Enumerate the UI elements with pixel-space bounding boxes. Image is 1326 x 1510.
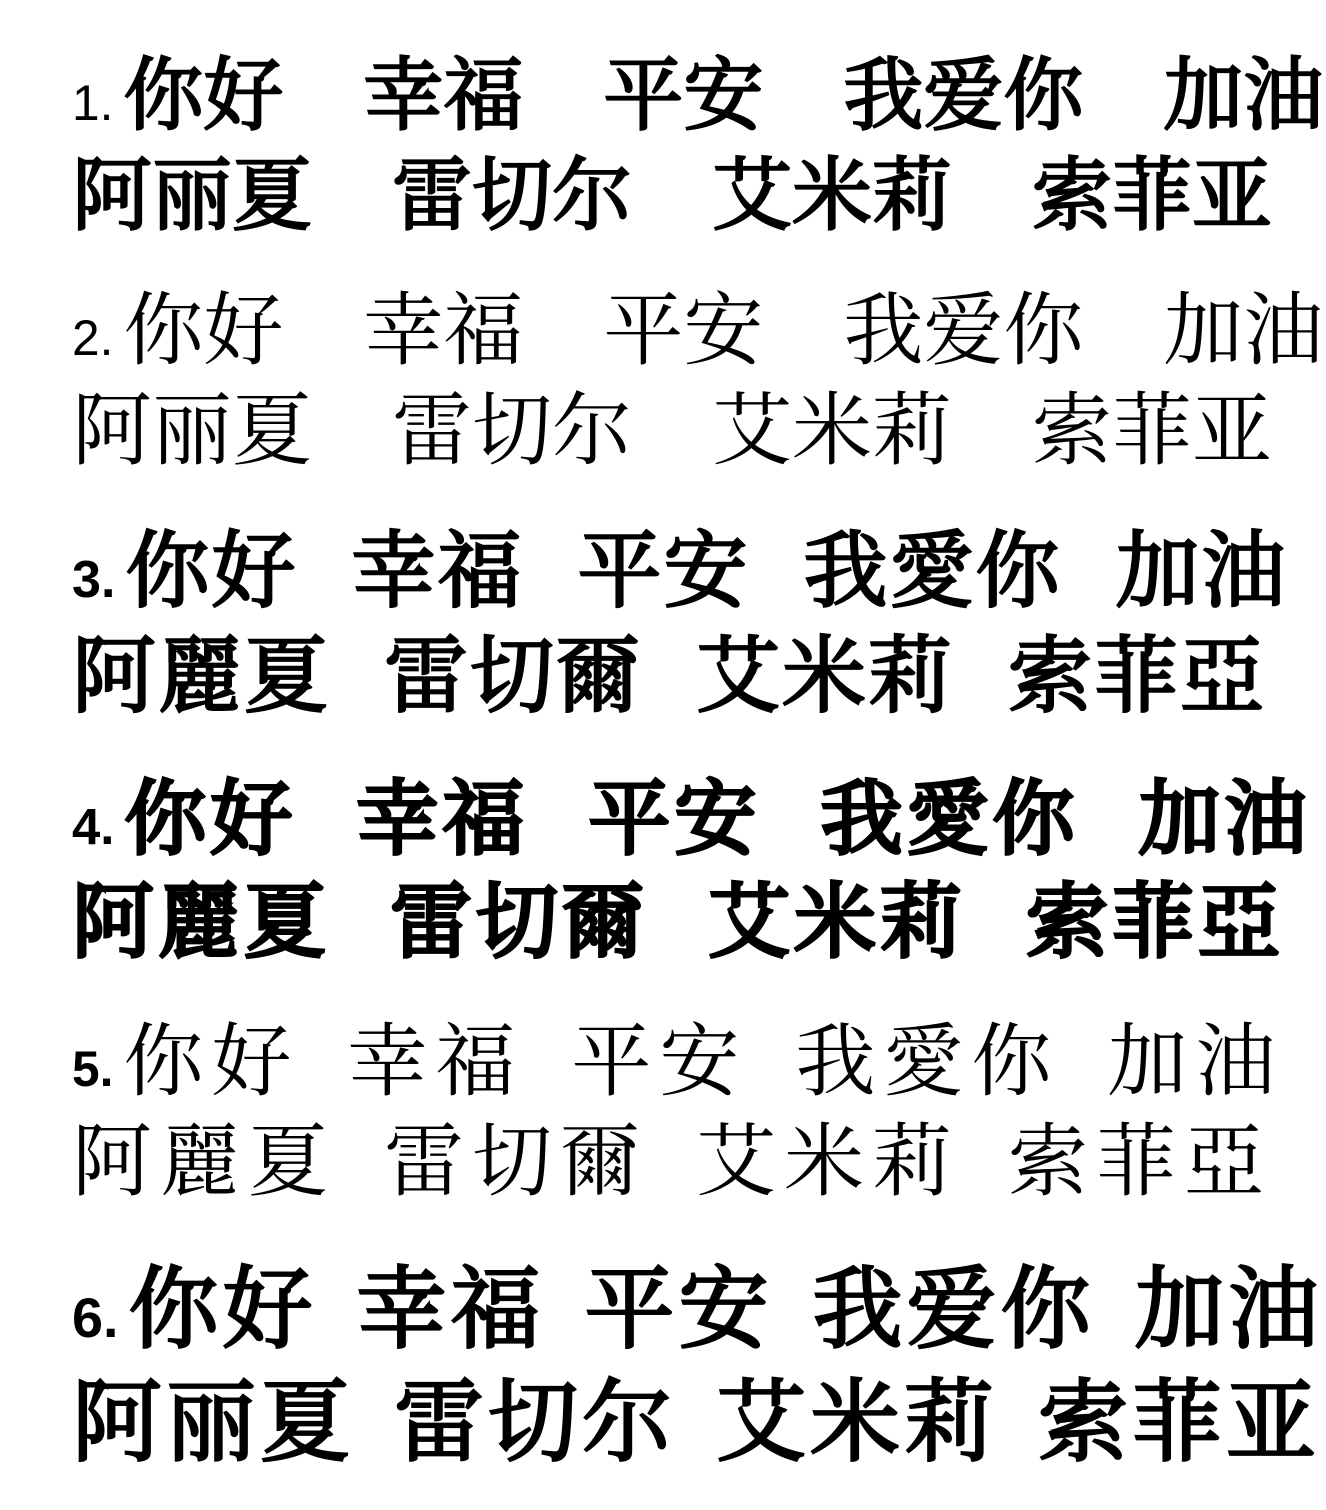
name-rachel: 雷切尔: [394, 1368, 676, 1475]
word-peace: 平安: [603, 288, 764, 376]
word-add-oil: 加油: [1107, 1019, 1284, 1107]
name-emily: 艾米莉: [708, 873, 967, 970]
word-happiness: 幸福: [356, 771, 529, 867]
names-line: [72, 1113, 1306, 1213]
word-happiness: 幸福: [363, 49, 524, 142]
word-peace: 平安: [571, 1019, 748, 1107]
name-emily: 艾米莉: [696, 1119, 960, 1207]
word-i-love-you: 我爱你: [812, 1256, 1095, 1362]
phrase-line: [72, 768, 1311, 871]
phrase-line: [72, 1013, 1306, 1113]
word-hello: 你好: [128, 1256, 317, 1362]
name-sofia: 索菲亚: [1032, 149, 1272, 242]
word-peace: 平安: [588, 771, 761, 867]
name-sofia: 索菲亞: [1008, 1119, 1272, 1207]
name-sofia: 索菲亞: [1026, 873, 1285, 970]
font-sample-row-6: [72, 1253, 1323, 1478]
word-add-oil: 加油: [1134, 1256, 1323, 1362]
phrase-line: [72, 1253, 1323, 1366]
names-line: [72, 146, 1306, 246]
word-happiness: 幸福: [351, 521, 524, 620]
word-hello: 你好: [123, 288, 284, 376]
names-line: [72, 871, 1306, 974]
font-sample-row-5: [72, 1013, 1306, 1213]
word-hello: 你好: [123, 49, 284, 142]
word-peace: 平安: [603, 49, 764, 142]
word-happiness: 幸福: [363, 288, 524, 376]
name-rachel: 雷切尔: [392, 388, 632, 476]
row-number: 3.: [72, 550, 116, 609]
word-i-love-you: 我愛你: [820, 771, 1079, 867]
phrase-line: [72, 282, 1324, 382]
name-sofia: 索菲亚: [1038, 1368, 1320, 1475]
word-i-love-you: 我愛你: [803, 521, 1062, 620]
word-happiness: 幸福: [356, 1256, 545, 1362]
word-hello: 你好: [124, 771, 297, 867]
name-alicia: 阿丽夏: [72, 1368, 354, 1475]
word-i-love-you: 我爱你: [843, 288, 1084, 376]
word-i-love-you: 我愛你: [795, 1019, 1060, 1107]
name-emily: 艾米莉: [712, 388, 952, 476]
name-alicia: 阿丽夏: [72, 149, 312, 242]
word-i-love-you: 我爱你: [843, 49, 1084, 142]
names-line: [72, 382, 1306, 482]
row-number: 1.: [72, 75, 114, 132]
word-add-oil: 加油: [1163, 288, 1324, 376]
row-number: 2.: [72, 310, 114, 367]
name-emily: 艾米莉: [712, 149, 952, 242]
name-rachel: 雷切爾: [384, 1119, 648, 1207]
row-number: 4.: [72, 797, 115, 855]
word-hello: 你好: [123, 1019, 300, 1107]
name-alicia: 阿麗夏: [72, 1119, 336, 1207]
word-add-oil: 加油: [1138, 771, 1311, 867]
word-peace: 平安: [584, 1256, 773, 1362]
names-line: [72, 623, 1306, 728]
name-rachel: 雷切爾: [384, 626, 643, 725]
name-sofia: 索菲亞: [1008, 626, 1267, 725]
phrase-line: [72, 46, 1324, 146]
font-sample-row-2: [72, 282, 1324, 482]
phrase-line: [72, 518, 1306, 623]
name-emily: 艾米莉: [716, 1368, 998, 1475]
word-happiness: 幸福: [347, 1019, 524, 1107]
name-alicia: 阿麗夏: [72, 873, 331, 970]
name-rachel: 雷切尔: [392, 149, 632, 242]
word-add-oil: 加油: [1115, 521, 1288, 620]
word-peace: 平安: [577, 521, 750, 620]
name-alicia: 阿丽夏: [72, 388, 312, 476]
names-line: [72, 1366, 1320, 1479]
word-hello: 你好: [125, 521, 298, 620]
name-rachel: 雷切爾: [390, 873, 649, 970]
font-sample-row-1: [72, 46, 1324, 246]
row-number: 6.: [72, 1285, 119, 1349]
name-emily: 艾米莉: [696, 626, 955, 725]
name-sofia: 索菲亚: [1032, 388, 1272, 476]
font-sample-row-4: [72, 768, 1311, 973]
name-alicia: 阿麗夏: [72, 626, 331, 725]
font-sample-row-3: [72, 518, 1306, 728]
row-number: 5.: [72, 1041, 114, 1098]
word-add-oil: 加油: [1163, 49, 1324, 142]
